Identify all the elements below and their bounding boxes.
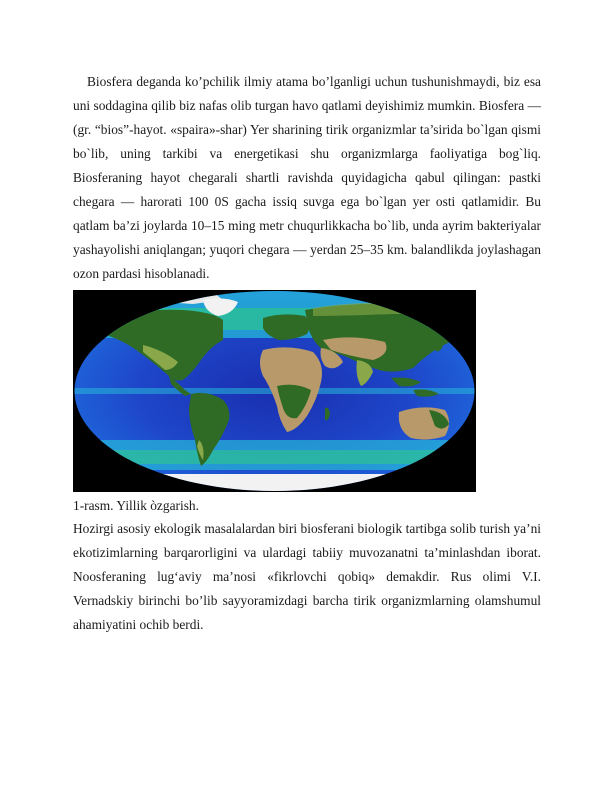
world-map-icon <box>73 290 476 492</box>
paragraph-biosphere-definition: Biosfera deganda ko’pchilik ilmiy atama bo’lganligi uchun tushunishmaydi, biz esa uni soddagina qilib biz nafas olib turgan havo qatlami deyishimiz mumkin. Biosfera — (gr. “bios”-hayot. «spaira»-shar) Yer sharining tirik organizmlar ta’sirida bo`lgan qismi bo`lib, uning tarkibi va energetikasi shu organizmlarga faoliyatiga bog`liq. Biosferaning hayot chegarali shartli ravishda quyidagicha qabul qilingan: pastki chegara — harorati 100 0S gacha issiq suvga ega bo`lgan yer osti qatlamidir. Bu qatlam ba’zi joylarda 10–15 ming metr chuqurlikkacha bo`lib, unda ayrim bakteriyalar yashayolishi aniqlangan; yuqori chegara — yerdan 25–35 km. balandlikda joylashagan ozon pardasi hisoblanadi. <box>73 74 541 281</box>
biosphere-world-map-figure <box>73 290 476 492</box>
figure-caption: 1-rasm. Yillik òzgarish. <box>73 498 199 513</box>
paragraph-noosphere: Hozirgi asosiy ekologik masalalardan biri biosferani biologik tartibga solib turish ya’ni ekotizimlarning barqarorligini va ulardagi tabiiy muvozanatni ta’minlashdan iborat. Noosferaning lug‘aviy ma’nosi «fikrlovchi qobiq» demakdir. Rus olimi V.I. Vernadskiy birinchi bo’lib sayyoramizdagi barcha tirik organizmlarning olamshumul ahamiyatini ochib berdi. <box>73 521 541 632</box>
